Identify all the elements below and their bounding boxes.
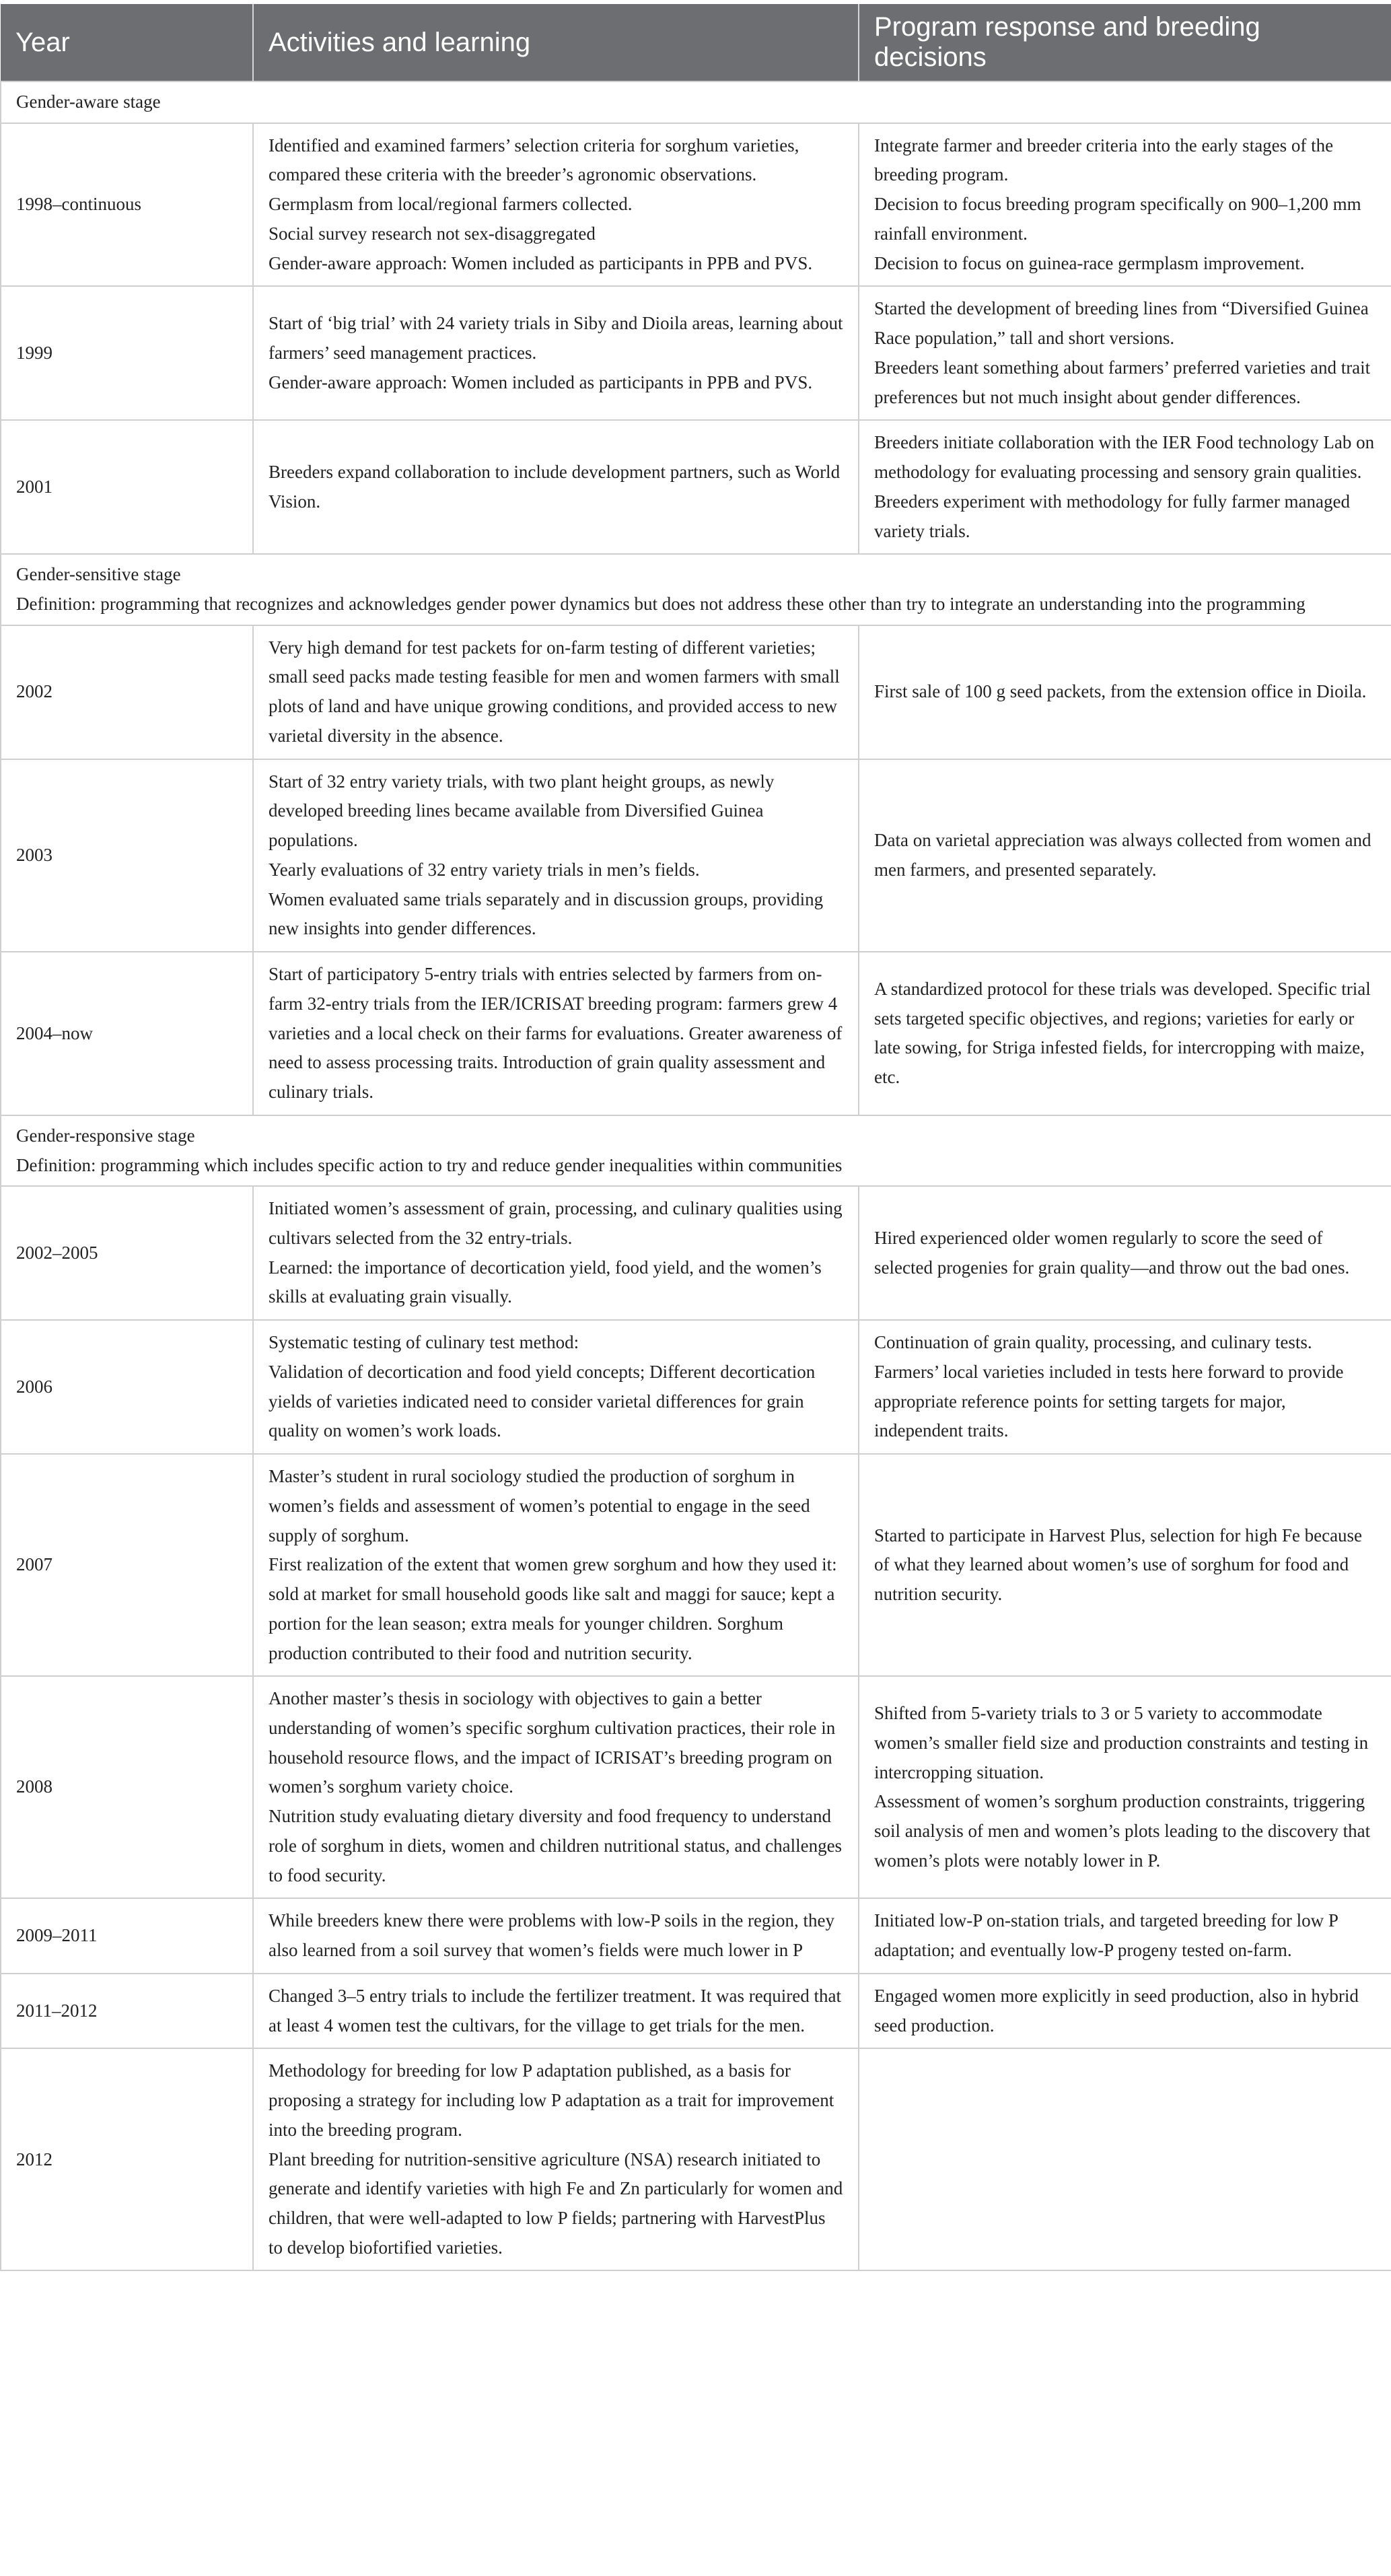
stage-definition: Definition: programming that recognizes and acknowledges gender power dynamics but does not address these other than try to integrate an understanding into the programming <box>16 594 1306 615</box>
response-cell <box>859 1454 1391 1676</box>
stage-row <box>1 554 1391 625</box>
table-row <box>1 1974 1391 2048</box>
response-cell <box>859 625 1391 759</box>
activity-paragraph: Very high demand for test packets for on-farm testing of different varieties; small seed packs made testing feasible for men and women farmers with small plots of land and have unique growing conditions, and provided access to new varietal diversity in the absence. <box>269 637 840 746</box>
response-paragraph: Continuation of grain quality, processing, and culinary tests. <box>874 1332 1312 1353</box>
stage-cell <box>1 81 1391 123</box>
response-paragraph: Farmers’ local varieties included in tests here forward to provide appropriate reference points for setting targets for major, independent traits. <box>874 1361 1344 1441</box>
response-cell <box>859 420 1391 554</box>
header-response: Program response and breeding decisions <box>859 4 1391 81</box>
activity-paragraph: Yearly evaluations of 32 entry variety trials in men’s fields. <box>269 859 700 880</box>
activity-paragraph: First realization of the extent that women grew sorghum and how they used it: sold at market for small household goods like salt and maggi for sauce; kept a portion for the lean season; extra meals for younger children. Sorghum production contributed to their food and nutrition security. <box>269 1554 837 1663</box>
activity-paragraph: Gender-aware approach: Women included as participants in PPB and PVS. <box>269 372 813 392</box>
stage-title: Gender-sensitive stage <box>16 564 181 585</box>
response-paragraph: Decision to focus on guinea-race germplasm improvement. <box>874 252 1305 273</box>
response-cell <box>859 286 1391 420</box>
table-body <box>1 81 1391 2270</box>
activity-paragraph: Gender-aware approach: Women included as participants in PPB and PVS. <box>269 252 813 273</box>
activity-paragraph: Changed 3–5 entry trials to include the fertilizer treatment. It was required that at least 4 women test the cultivars, for the village to get trials for the men. <box>269 1985 841 2035</box>
response-paragraph: Hired experienced older women regularly to score the seed of selected progenies for grain quality—and throw out the bad ones. <box>874 1227 1350 1278</box>
year-cell: 2003 <box>1 759 253 952</box>
table-row <box>1 1320 1391 1454</box>
year-cell: 2006 <box>1 1320 253 1454</box>
activities-cell <box>253 123 859 287</box>
response-paragraph: Data on varietal appreciation was always collected from women and men farmers, and presented separately. <box>874 830 1371 880</box>
activity-paragraph: Initiated women’s assessment of grain, processing, and culinary qualities using cultivars selected from the 32 entry-trials. <box>269 1198 843 1248</box>
year-cell: 2002 <box>1 625 253 759</box>
activities-cell <box>253 1974 859 2048</box>
stage-title: Gender-responsive stage <box>16 1125 195 1146</box>
response-cell <box>859 1676 1391 1898</box>
stage-definition: Definition: programming which includes specific action to try and reduce gender inequalities within communities <box>16 1154 843 1175</box>
activities-cell <box>253 1454 859 1676</box>
activity-paragraph: Another master’s thesis in sociology with objectives to gain a better understanding of women’s specific sorghum cultivation practices, their role in household resource flows, and the impact of ICRISAT’s breeding program on women’s sorghum variety choice. <box>269 1688 836 1797</box>
table-row <box>1 1898 1391 1973</box>
activities-cell <box>253 1320 859 1454</box>
year-cell: 1998–continuous <box>1 123 253 287</box>
activity-paragraph: Identified and examined farmers’ selection criteria for sorghum varieties, compared these criteria with the breeder’s agronomic observations. <box>269 135 799 185</box>
activities-cell <box>253 625 859 759</box>
activity-paragraph: Validation of decortication and food yield concepts; Different decortication yields of varieties indicated need to consider varietal differences for grain quality on women’s work loads. <box>269 1361 816 1441</box>
response-paragraph: Breeders experiment with methodology for fully farmer managed variety trials. <box>874 491 1351 541</box>
table-row <box>1 952 1391 1115</box>
year-cell: 2008 <box>1 1676 253 1898</box>
activities-cell <box>253 420 859 554</box>
table-header-row <box>1 4 1391 81</box>
activities-cell <box>253 286 859 420</box>
activity-paragraph: Systematic testing of culinary test method: <box>269 1332 579 1353</box>
activity-paragraph: Germplasm from local/regional farmers collected. <box>269 194 633 215</box>
table-row <box>1 123 1391 287</box>
response-paragraph: A standardized protocol for these trials was developed. Specific trial sets targeted specific objectives, and regions; varieties for early or late sowing, for Striga infested fields, for intercropping with maize, etc. <box>874 978 1371 1088</box>
activities-cell <box>253 1186 859 1320</box>
response-cell <box>859 2048 1391 2270</box>
stage-row <box>1 1115 1391 1186</box>
year-cell: 2001 <box>1 420 253 554</box>
table-row <box>1 625 1391 759</box>
stage-cell <box>1 1115 1391 1186</box>
activities-cell <box>253 2048 859 2270</box>
table-row <box>1 2048 1391 2270</box>
response-cell <box>859 1320 1391 1454</box>
response-paragraph: Initiated low-P on-station trials, and targeted breeding for low P adaptation; and eventually low-P progeny tested on-farm. <box>874 1910 1338 1961</box>
response-paragraph: Engaged women more explicitly in seed production, also in hybrid seed production. <box>874 1985 1359 2035</box>
response-paragraph: Shifted from 5-variety trials to 3 or 5 variety to accommodate women’s smaller field size and production constraints and testing in intercropping situation. <box>874 1703 1369 1782</box>
response-paragraph: Breeders leant something about farmers’ preferred varieties and trait preferences but not much insight about gender differences. <box>874 357 1371 407</box>
year-cell: 2002–2005 <box>1 1186 253 1320</box>
activities-cell <box>253 1676 859 1898</box>
stage-cell <box>1 554 1391 625</box>
activity-paragraph: Methodology for breeding for low P adaptation published, as a basis for proposing a strategy for including low P adaptation as a trait for improvement into the breeding program. <box>269 2060 834 2140</box>
table-row <box>1 1186 1391 1320</box>
year-cell: 2004–now <box>1 952 253 1115</box>
activities-cell <box>253 1898 859 1973</box>
response-paragraph: Breeders initiate collaboration with the IER Food technology Lab on methodology for evaluating processing and sensory grain qualities. <box>874 432 1375 483</box>
response-paragraph: Integrate farmer and breeder criteria into the early stages of the breeding program. <box>874 135 1334 185</box>
response-paragraph: Started the development of breeding lines from “Diversified Guinea Race population,” tall and short versions. <box>874 298 1369 349</box>
response-paragraph: Assessment of women’s sorghum production constraints, triggering soil analysis of men and women’s plots leading to the discovery that women’s plots were notably lower in P. <box>874 1791 1371 1871</box>
activity-paragraph: Start of ‘big trial’ with 24 variety trials in Siby and Dioila areas, learning about farmers’ seed management practices. <box>269 313 843 363</box>
activity-paragraph: Nutrition study evaluating dietary diversity and food frequency to understand role of sorghum in diets, women and children nutritional status, and challenges to food security. <box>269 1806 843 1885</box>
header-year: Year <box>1 4 253 81</box>
gender-breeding-timeline-table <box>0 4 1391 2271</box>
response-cell <box>859 1898 1391 1973</box>
response-cell <box>859 952 1391 1115</box>
response-cell <box>859 1974 1391 2048</box>
activity-paragraph: Start of participatory 5-entry trials with entries selected by farmers from on-farm 32-entry trials from the IER/ICRISAT breeding program: farmers grew 4 varieties and a local check on their farms for evaluations. Greater awareness of need to assess processing traits. Introduction of grain quality assessment and culinary trials. <box>269 964 843 1103</box>
year-cell: 1999 <box>1 286 253 420</box>
activities-cell <box>253 759 859 952</box>
stage-title: Gender-aware stage <box>16 92 161 112</box>
response-paragraph: First sale of 100 g seed packets, from the extension office in Dioila. <box>874 681 1367 702</box>
activity-paragraph: Master’s student in rural sociology studied the production of sorghum in women’s fields and assessment of women’s potential to engage in the seed supply of sorghum. <box>269 1466 810 1545</box>
response-paragraph: Started to participate in Harvest Plus, selection for high Fe because of what they learned about women’s use of sorghum for food and nutrition security. <box>874 1525 1363 1605</box>
response-paragraph: Decision to focus breeding program specifically on 900–1,200 mm rainfall environment. <box>874 194 1361 244</box>
year-cell: 2011–2012 <box>1 1974 253 2048</box>
response-cell <box>859 123 1391 287</box>
year-cell: 2007 <box>1 1454 253 1676</box>
activities-cell <box>253 952 859 1115</box>
activity-paragraph: Learned: the importance of decortication yield, food yield, and the women’s skills at evaluating grain visually. <box>269 1257 822 1307</box>
stage-row <box>1 81 1391 123</box>
table-row <box>1 1676 1391 1898</box>
table-row <box>1 420 1391 554</box>
header-activities: Activities and learning <box>253 4 859 81</box>
activity-paragraph: Plant breeding for nutrition-sensitive agriculture (NSA) research initiated to generate and identify varieties with high Fe and Zn particularly for women and children, that were well-adapted to low P fields; partnering with HarvestPlus to develop biofortified varieties. <box>269 2149 843 2258</box>
activity-paragraph: Women evaluated same trials separately and in discussion groups, providing new insights into gender differences. <box>269 889 824 939</box>
year-cell: 2009–2011 <box>1 1898 253 1973</box>
activity-paragraph: Start of 32 entry variety trials, with two plant height groups, as newly developed breeding lines became available from Diversified Guinea populations. <box>269 771 775 851</box>
activity-paragraph: Breeders expand collaboration to include development partners, such as World Vision. <box>269 462 841 512</box>
table-row <box>1 286 1391 420</box>
activity-paragraph: While breeders knew there were problems with low-P soils in the region, they also learned from a soil survey that women’s fields were much lower in P <box>269 1910 835 1961</box>
table-row <box>1 759 1391 952</box>
response-cell <box>859 1186 1391 1320</box>
response-cell <box>859 759 1391 952</box>
year-cell: 2012 <box>1 2048 253 2270</box>
activity-paragraph: Social survey research not sex-disaggregated <box>269 223 596 244</box>
table-row <box>1 1454 1391 1676</box>
